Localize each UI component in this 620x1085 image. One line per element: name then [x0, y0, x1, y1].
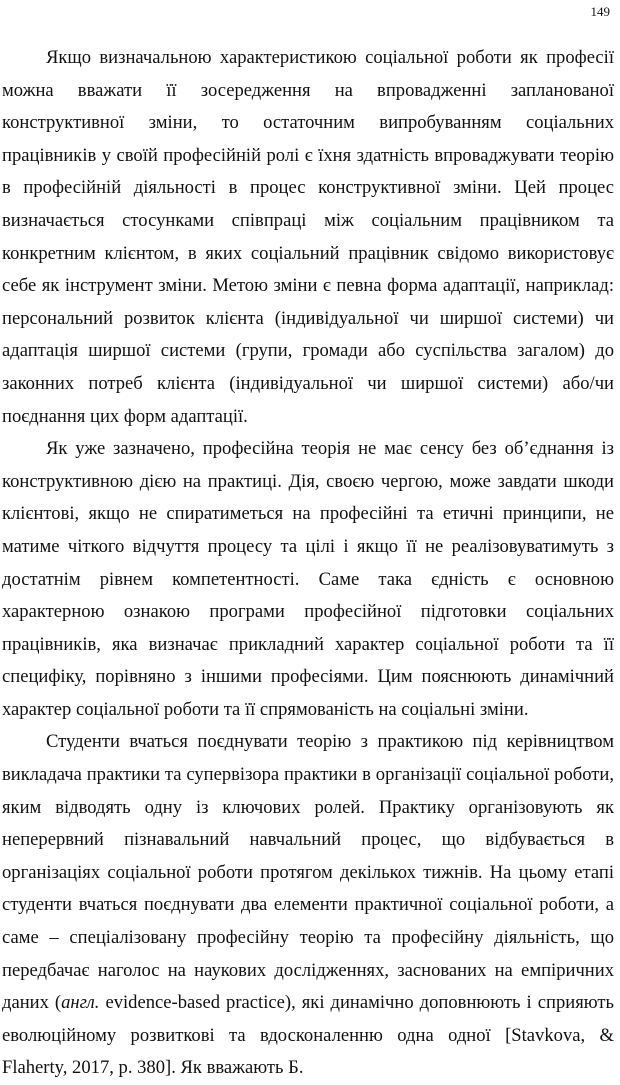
paragraph-2: Як уже зазначено, професійна теорія не має сенсу без об’єднання із конструктивною дією на практиці. Дія, своєю чергою, може завдати шкоди клієнтові, якщо не спиратиметься на професійні та етичні принципи, не матиме чіткого відчуття процесу та цілі і якщо її не реалізовуватимуть з достатнім рівнем компетентності. Саме така єдність є основною характерною ознакою програми професійної підготовки соціальних працівників, яка визначає прикладний характер соціальної роботи та її специфіку, порівняно з іншими професіями. Цим пояснюють динамічний характер соціальної роботи та її спрямованість на соціальні зміни. [2, 438, 614, 720]
page-body [2, 42, 614, 1085]
paragraph-1: Якщо визначальною характеристикою соціальної роботи як професії можна вважати її зосередження на впровадженні запланованої конструктивної зміни, то остаточним випробуванням соціальних працівників у своїй професійній ролі є їхня здатність впроваджувати теорію в професійній діяльності в процес конструктивної зміни. Цей процес визначається стосунками співпраці між соціальним працівником та конкретним клієнтом, в яких соціальний працівник свідомо використовує себе як інструмент зміни. Метою зміни є певна форма адаптації, наприклад: персональний розвиток клієнта (індивідуальної чи ширшої системи) чи адаптація ширшої системи (групи, громади або суспільства загалом) до законних потреб клієнта (індивідуальної чи ширшої системи) або/чи поєднання цих форм адаптації. [2, 47, 614, 427]
page-number: 149 [590, 4, 610, 19]
paragraph-3-text-after: evidence-based practice), які динамічно доповнюють і сприяють еволюційному розвиткові та вдосконаленню одна одної [Stavkova, & Flaherty, 2017, p. 380]. Як вважають Б. [2, 992, 614, 1079]
paragraph-3-italic-term: англ. [61, 992, 100, 1014]
paragraph-3 [2, 726, 614, 1085]
paragraph-3-text-before: Студенти вчаться поєднувати теорію з практикою під керівництвом викладача практики та супервізора практики в організації соціальної роботи, яким відводять одну із ключових ролей. Практику організовують як неперервний пізнавальний навчальний процес, що відбувається в організаціях соціальної роботи протягом декількох тижнів. На цьому етапі студенти вчаться поєднувати два елементи практичної соціальної роботи, а саме – спеціалізовану професійну теорію та професійну діяльність, що передбачає наголос на наукових дослідженнях, заснованих на емпіричних даних ( [2, 731, 614, 1014]
